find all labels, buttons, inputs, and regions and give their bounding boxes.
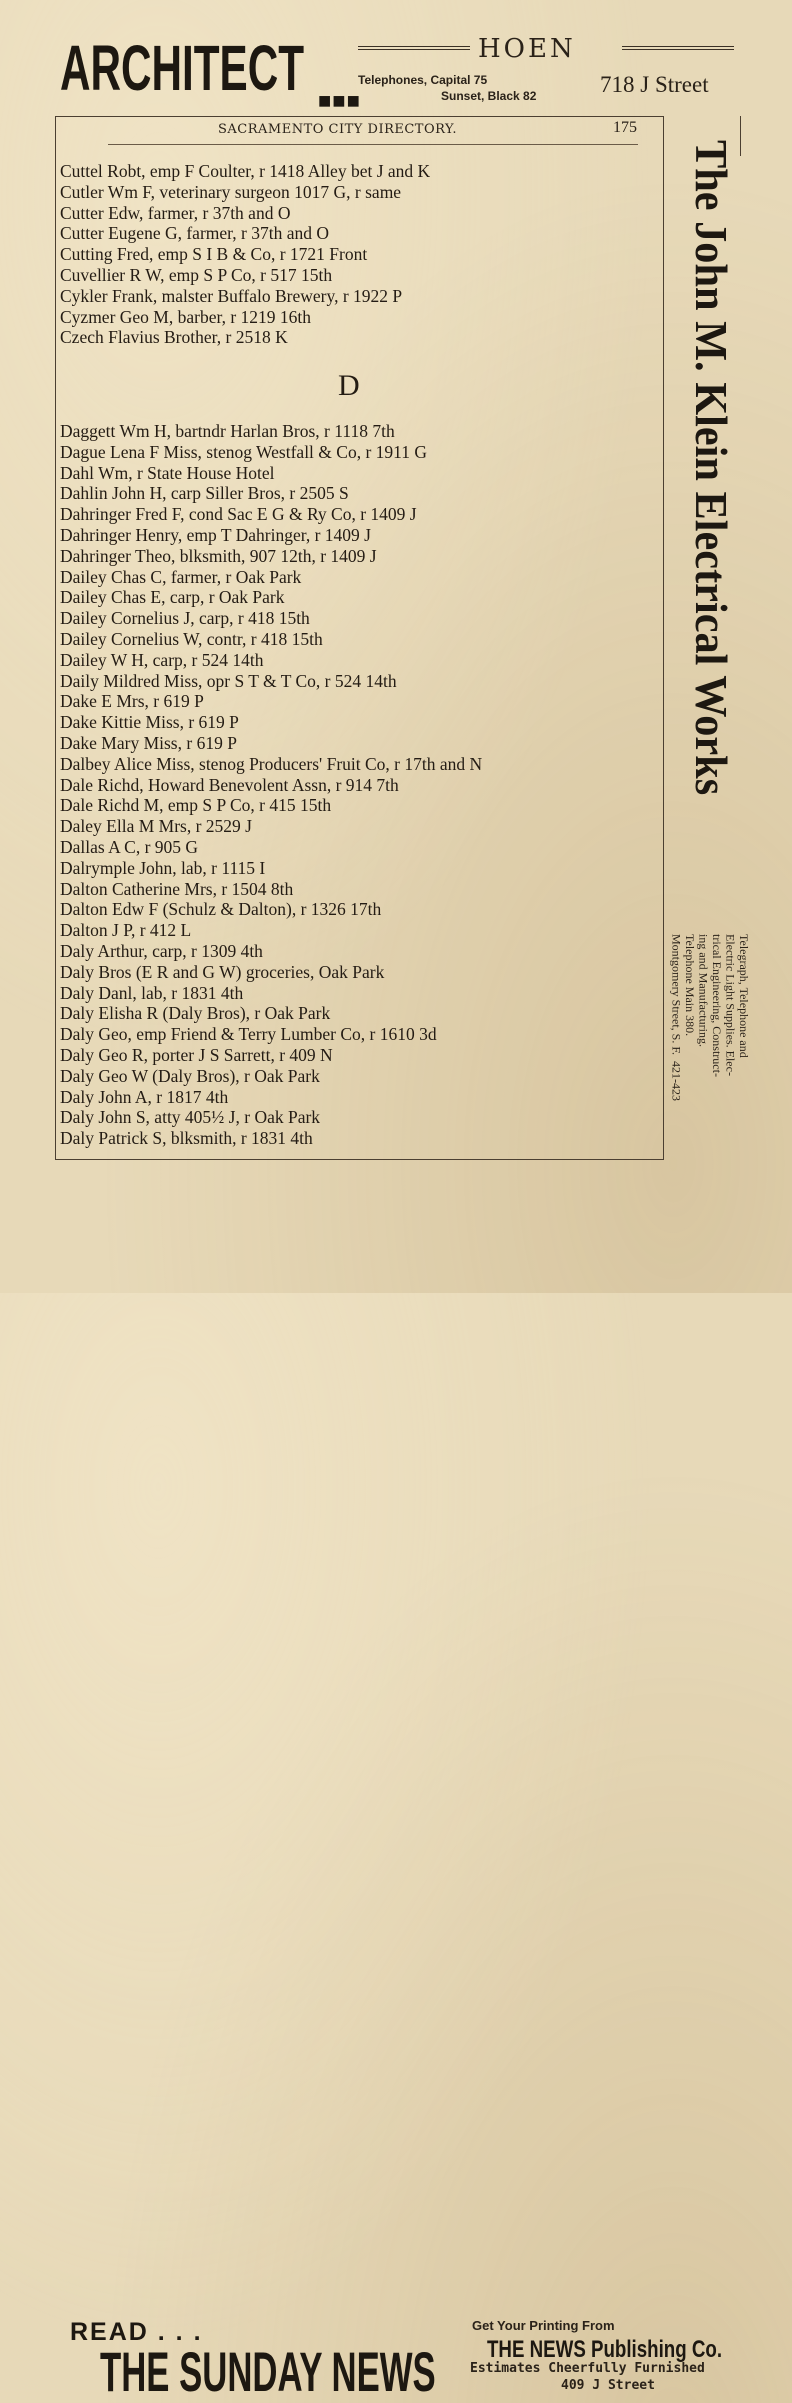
directory-entry: Daly Arthur, carp, r 1309 4th xyxy=(60,940,263,961)
directory-entry: Cuttel Robt, emp F Coulter, r 1418 Alley bet J and K xyxy=(60,161,431,181)
header-rule xyxy=(108,144,638,145)
klein-electrical-title: The John M. Klein Electrical Works xyxy=(686,140,737,796)
directory-entry: Dalbey Alice Miss, stenog Producers' Fruit Co, r 17th and N xyxy=(60,753,483,774)
directory-entry: Dale Richd M, emp S P Co, r 415 15th xyxy=(60,795,332,816)
directory-entry: Dahl Wm, r State House Hotel xyxy=(60,462,275,483)
directory-entry: Daley Ella M Mrs, r 2529 J xyxy=(60,816,252,837)
directory-entry: Dalrymple John, lab, r 1115 I xyxy=(60,857,266,878)
directory-entry: Daggett Wm H, bartndr Harlan Bros, r 1118 7th xyxy=(60,421,395,441)
directory-entry: Cuvellier R W, emp S P Co, r 517 15th xyxy=(60,264,333,285)
directory-entry: Daly Elisha R (Daly Bros), r Oak Park xyxy=(60,1003,331,1024)
directory-entry: Cutter Eugene G, farmer, r 37th and O xyxy=(60,223,330,244)
hoen-address: 718 J Street xyxy=(600,72,709,97)
directory-entry: Dailey Chas E, carp, r Oak Park xyxy=(60,587,285,608)
directory-entry: Daly Bros (E R and G W) groceries, Oak Park xyxy=(60,961,385,982)
directory-entry: Cykler Frank, malster Buffalo Brewery, r 1922 P xyxy=(60,285,403,306)
directory-entry: Dahringer Fred F, cond Sac E G & Ry Co, r 1409 J xyxy=(60,504,417,525)
directory-entry: Dalton Catherine Mrs, r 1504 8th xyxy=(60,878,294,899)
architect-ellipsis: ■■■ xyxy=(318,88,361,113)
directory-entry: Daly Patrick S, blksmith, r 1831 4th xyxy=(60,1128,313,1149)
directory-entry: Dale Richd, Howard Benevolent Assn, r 914 7th xyxy=(60,774,399,795)
telephone-capital: Telephones, Capital 75 xyxy=(358,73,488,87)
directory-entry: Daly Danl, lab, r 1831 4th xyxy=(60,982,244,1003)
telephone-sunset: Sunset, Black 82 xyxy=(441,89,537,103)
frame-divider xyxy=(663,116,664,1159)
hoen-rule-right xyxy=(622,46,734,50)
sunday-news-title: THE SUNDAY NEWS xyxy=(100,2340,436,2403)
klein-electrical-details: Telegraph, Telephone and Electric Light Supplies. Elec- trical Engineering, Construct- ing and Manufacturing. Telephone Main 380. Montgomery Street, S. F. 421-423 xyxy=(669,934,751,1102)
directory-entry: Daly John A, r 1817 4th xyxy=(60,1086,229,1107)
directory-entry: Daly Geo R, porter J S Sarrett, r 409 N xyxy=(60,1044,333,1065)
directory-entry: Dahlin John H, carp Siller Bros, r 2505 S xyxy=(60,483,349,504)
directory-entry: Dallas A C, r 905 G xyxy=(60,836,199,857)
frame-divider-right xyxy=(740,116,741,156)
directory-entry: Dake Kittie Miss, r 619 P xyxy=(60,712,239,733)
directory-entry: Daly John S, atty 405½ J, r Oak Park xyxy=(60,1107,321,1128)
directory-entry: Daly Geo W (Daly Bros), r Oak Park xyxy=(60,1065,320,1086)
page-number: 175 xyxy=(613,119,637,136)
directory-entry: Cutting Fred, emp S I B & Co, r 1721 Front xyxy=(60,244,368,265)
directory-entry: Cyzmer Geo M, barber, r 1219 16th xyxy=(60,306,312,327)
directory-entry: Dahringer Henry, emp T Dahringer, r 1409 J xyxy=(60,524,371,545)
directory-entry: Dailey Cornelius W, contr, r 418 15th xyxy=(60,628,323,649)
news-address: 409 J Street xyxy=(561,2378,655,2393)
hoen-name: HOEN xyxy=(478,34,576,64)
directory-entry: Dake E Mrs, r 619 P xyxy=(60,691,204,712)
directory-entry: Dague Lena F Miss, stenog Westfall & Co, r 1911 G xyxy=(60,441,428,462)
directory-entry: Daly Geo, emp Friend & Terry Lumber Co, r 1610 3d xyxy=(60,1024,437,1045)
hoen-rule-left xyxy=(358,46,470,50)
directory-entry: Dailey Chas C, farmer, r Oak Park xyxy=(60,566,302,587)
bottom-advertisement xyxy=(0,1158,792,2403)
page-header-title: SACRAMENTO CITY DIRECTORY. xyxy=(218,122,458,137)
top-advertisement xyxy=(0,0,792,115)
directory-entry: Daily Mildred Miss, opr S T & T Co, r 524 14th xyxy=(60,670,397,691)
directory-entry: Dalton Edw F (Schulz & Dalton), r 1326 17th xyxy=(60,899,382,920)
directory-entry: Dalton J P, r 412 L xyxy=(60,920,192,941)
read-label: READ . . . xyxy=(70,2318,203,2346)
architect-headline: ARCHITECT xyxy=(60,32,305,104)
directory-entry: Dahringer Theo, blksmith, 907 12th, r 1409 J xyxy=(60,545,377,566)
section-letter: D xyxy=(338,369,360,402)
directory-entry: Dailey W H, carp, r 524 14th xyxy=(60,649,264,670)
directory-entry: Cutter Edw, farmer, r 37th and O xyxy=(60,202,291,223)
printing-from-label: Get Your Printing From xyxy=(472,2318,615,2333)
estimates-note: Estimates Cheerfully Furnished xyxy=(470,2361,705,2376)
directory-entry: Dake Mary Miss, r 619 P xyxy=(60,732,237,753)
entries-c-list xyxy=(60,161,660,348)
directory-entry: Dailey Cornelius J, carp, r 418 15th xyxy=(60,608,310,629)
directory-entry: Cutler Wm F, veterinary surgeon 1017 G, r same xyxy=(60,181,402,202)
entries-d-list xyxy=(60,421,660,1149)
directory-entry: Czech Flavius Brother, r 2518 K xyxy=(60,327,288,348)
news-publishing-company: THE NEWS Publishing Co. xyxy=(487,2336,723,2363)
